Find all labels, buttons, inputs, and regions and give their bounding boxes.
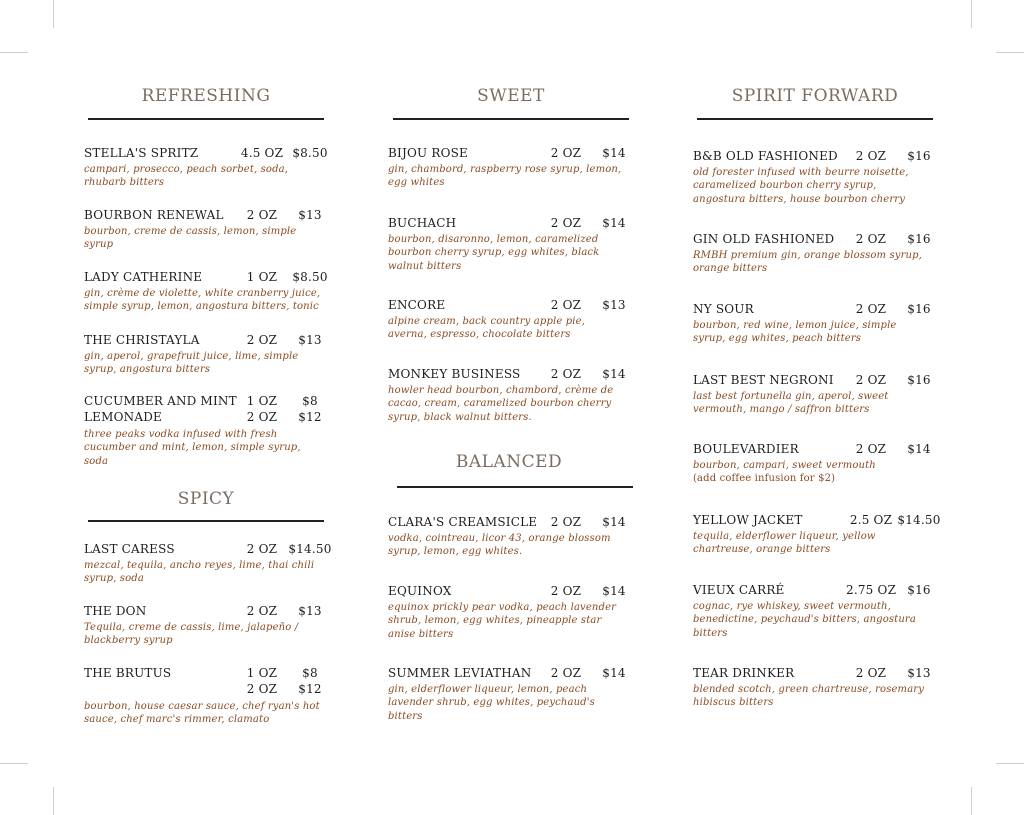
menu-item <box>84 146 334 190</box>
crop-mark <box>971 0 972 28</box>
section-rule <box>88 520 324 522</box>
crop-mark <box>996 763 1024 764</box>
menu-item <box>388 298 638 342</box>
item-description: tequila, elderflower liqueur, yellow chartreuse, orange bitters <box>693 531 876 556</box>
item-description: last best fortunella gin, aperol, sweet vermouth, mango / saffron bitters <box>693 391 889 416</box>
item-volume: 2 OZ <box>550 216 582 230</box>
item-price: $16 <box>907 302 931 316</box>
item-volume: 2 OZ <box>246 542 278 556</box>
item-price: $13 <box>298 333 322 347</box>
item-description: bourbon, red wine, lemon juice, simple syrup, egg whites, peach bitters <box>693 320 897 345</box>
menu-item <box>693 232 943 276</box>
section-title: SPICY <box>177 489 235 509</box>
item-name: BIJOU ROSE <box>388 146 468 160</box>
section-title: SPIRIT FORWARD <box>731 86 899 106</box>
item-description: blended scotch, green chartreuse, rosemary hibiscus bitters <box>693 684 925 709</box>
menu-item <box>388 367 638 424</box>
item-name: BUCHACH <box>388 216 457 230</box>
item-price: $8 <box>302 666 318 680</box>
menu-item <box>84 666 334 727</box>
item-volume: 1 OZ <box>246 394 278 408</box>
item-volume: 2 OZ <box>550 146 582 160</box>
menu-item <box>84 604 334 648</box>
menu-item <box>388 216 638 273</box>
item-name: LADY CATHERINE <box>84 270 203 284</box>
item-volume: 2 OZ <box>855 373 887 387</box>
item-volume: 1 OZ <box>246 666 278 680</box>
item-description: RMBH premium gin, orange blossom syrup, orange bitters <box>693 250 922 275</box>
item-name: SUMMER LEVIATHAN <box>388 666 532 680</box>
section-rule <box>88 118 324 120</box>
item-volume: 2 OZ <box>550 666 582 680</box>
item-volume: 2 OZ <box>855 232 887 246</box>
menu-item <box>693 442 943 486</box>
item-price: $8 <box>302 394 318 408</box>
item-name: LAST CARESS <box>84 542 175 556</box>
item-volume: 2 OZ <box>855 442 887 456</box>
item-description: vodka, cointreau, licor 43, orange blossom syrup, lemon, egg whites. <box>388 533 611 558</box>
item-volume: 2.5 OZ <box>849 513 893 527</box>
item-price: $13 <box>907 666 931 680</box>
item-description: cognac, rye whiskey, sweet vermouth, benedictine, peychaud's bitters, angostura bitters <box>693 601 916 639</box>
item-price: $13 <box>298 604 322 618</box>
item-price: $13 <box>602 298 626 312</box>
item-volume: 2 OZ <box>550 515 582 529</box>
menu-item <box>693 513 943 557</box>
item-price: $8.50 <box>292 146 328 160</box>
item-name: CUCUMBER AND MINT <box>84 394 237 408</box>
crop-mark <box>0 763 28 764</box>
menu-item <box>84 208 334 252</box>
item-description: equinox prickly pear vodka, peach lavender shrub, lemon, egg whites, pineapple star anise bitters <box>388 602 617 640</box>
item-price: $12 <box>298 682 322 696</box>
item-price: $16 <box>907 583 931 597</box>
menu-item <box>388 146 638 190</box>
item-volume: 2 OZ <box>550 367 582 381</box>
menu-item <box>693 149 943 206</box>
crop-mark <box>53 787 54 815</box>
crop-mark <box>996 52 1024 53</box>
item-description: bourbon, house caesar sauce, chef ryan's hot sauce, chef marc's rimmer, clamato <box>84 701 320 726</box>
item-volume: 2 OZ <box>246 410 278 424</box>
item-name: THE BRUTUS <box>84 666 172 680</box>
item-price: $14 <box>602 146 626 160</box>
item-description: gin, aperol, grapefruit juice, lime, simple syrup, angostura bitters <box>84 351 299 376</box>
item-price: $13 <box>298 208 322 222</box>
item-description: bourbon, campari, sweet vermouth <box>693 460 876 471</box>
item-volume: 1 OZ <box>246 270 278 284</box>
item-name: MONKEY BUSINESS <box>388 367 521 381</box>
item-name: VIEUX CARRÉ <box>693 583 785 597</box>
menu-item <box>693 583 943 640</box>
menu-item <box>84 333 334 377</box>
section-rule <box>393 118 629 120</box>
item-name: CLARA'S CREAMSICLE <box>388 515 538 529</box>
item-description: bourbon, disaronno, lemon, caramelized bourbon cherry syrup, egg whites, black walnut bitters <box>388 234 600 272</box>
item-price: $14 <box>602 216 626 230</box>
section-title: BALANCED <box>455 452 563 472</box>
item-price: $14 <box>602 515 626 529</box>
crop-mark <box>0 52 28 53</box>
item-description: gin, chambord, raspberry rose syrup, lemon, egg whites <box>388 164 622 189</box>
menu-item <box>693 302 943 346</box>
item-volume: 2 OZ <box>550 298 582 312</box>
item-name: NY SOUR <box>693 302 754 316</box>
menu-item <box>693 666 943 710</box>
item-name: BOULEVARDIER <box>693 442 799 456</box>
section-title: REFRESHING <box>141 86 271 106</box>
item-price: $14 <box>602 666 626 680</box>
item-volume: 2 OZ <box>855 302 887 316</box>
item-description: campari, prosecco, peach sorbet, soda, rhubarb bitters <box>84 164 289 189</box>
crop-mark <box>53 0 54 28</box>
item-name: BOURBON RENEWAL <box>84 208 224 222</box>
section-rule <box>397 486 633 488</box>
item-volume: 2 OZ <box>855 149 887 163</box>
menu-item <box>84 270 334 314</box>
item-volume: 2 OZ <box>550 584 582 598</box>
item-price: $14.50 <box>897 513 941 527</box>
item-name: THE CHRISTAYLA <box>84 333 200 347</box>
item-price: $8.50 <box>292 270 328 284</box>
menu-item <box>388 584 638 641</box>
section-title: SWEET <box>477 86 545 106</box>
item-price: $16 <box>907 232 931 246</box>
section-rule <box>697 118 933 120</box>
crop-mark <box>971 787 972 815</box>
item-price: $14.50 <box>288 542 332 556</box>
item-volume: 4.5 OZ <box>240 146 284 160</box>
item-volume: 2 OZ <box>246 604 278 618</box>
item-volume: 2 OZ <box>855 666 887 680</box>
item-name: B&B OLD FASHIONED <box>693 149 838 163</box>
item-name: TEAR DRINKER <box>693 666 795 680</box>
menu-item <box>388 515 638 559</box>
item-description: bourbon, creme de cassis, lemon, simple syrup <box>84 226 297 251</box>
item-name: STELLA'S SPRITZ <box>84 146 199 160</box>
item-description: three peaks vodka infused with fresh cucumber and mint, lemon, simple syrup, soda <box>84 429 301 467</box>
item-price: $12 <box>298 410 322 424</box>
item-volume: 2 OZ <box>246 333 278 347</box>
item-description: howler head bourbon, chambord, crème de cacao, cream, caramelized bourbon cherry syrup, black walnut bitters. <box>388 385 614 423</box>
item-price: $14 <box>907 442 931 456</box>
item-description: gin, elderflower liqueur, lemon, peach lavender shrub, egg whites, peychaud's bitters <box>388 684 595 722</box>
item-description: old forester infused with beurre noisette, caramelized bourbon cherry syrup, angostura bitters, house bourbon cherry <box>693 167 909 205</box>
item-price: $16 <box>907 149 931 163</box>
item-volume: 2 OZ <box>246 208 278 222</box>
menu-item <box>693 373 943 417</box>
menu-item <box>84 394 334 468</box>
item-description: mezcal, tequila, ancho reyes, lime, thai chili syrup, soda <box>84 560 315 585</box>
item-name: THE DON <box>84 604 147 618</box>
item-note: (add coffee infusion for $2) <box>693 473 836 485</box>
item-description: alpine cream, back country apple pie, averna, espresso, chocolate bitters <box>388 316 586 341</box>
item-price: $14 <box>602 584 626 598</box>
item-name: YELLOW JACKET <box>693 513 803 527</box>
item-name: LEMONADE <box>84 410 163 424</box>
item-volume: 2.75 OZ <box>846 583 897 597</box>
item-description: Tequila, creme de cassis, lime, jalapeño / blackberry syrup <box>84 622 299 647</box>
item-volume: 2 OZ <box>246 682 278 696</box>
item-price: $14 <box>602 367 626 381</box>
item-name: EQUINOX <box>388 584 452 598</box>
item-name: ENCORE <box>388 298 446 312</box>
item-name: LAST BEST NEGRONI <box>693 373 834 387</box>
menu-item <box>388 666 638 723</box>
item-price: $16 <box>907 373 931 387</box>
item-name: GIN OLD FASHIONED <box>693 232 835 246</box>
item-description: gin, crème de violette, white cranberry juice, simple syrup, lemon, angostura bitters, tonic <box>84 288 321 313</box>
menu-item <box>84 542 334 586</box>
